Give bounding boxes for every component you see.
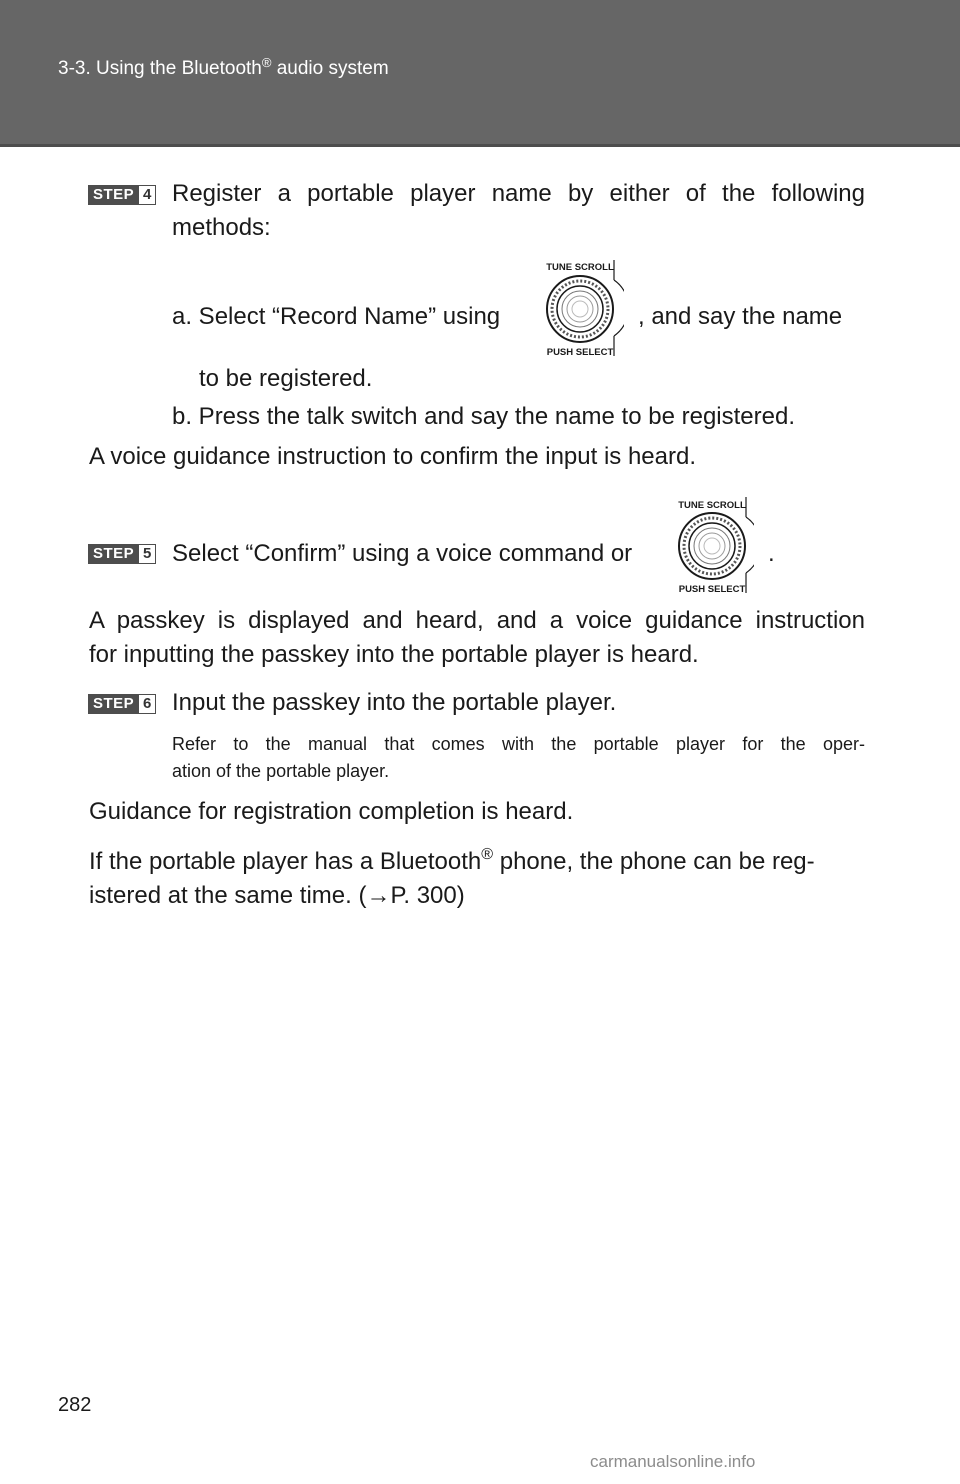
- step-4-result: A voice guidance instruction to confirm the input is heard.: [89, 443, 697, 470]
- step-4-badge: [88, 185, 156, 205]
- step-badge-word: STEP: [88, 694, 139, 714]
- step-6-result: Guidance for registration completion is heard.: [89, 798, 574, 825]
- tune-scroll-push-select-knob-icon: [544, 258, 624, 358]
- page-header: [0, 0, 960, 144]
- header-divider: [0, 144, 960, 147]
- step-6-text: Input the passkey into the portable player.: [172, 689, 617, 716]
- knob-bottom-label: PUSH SELECT: [678, 584, 746, 595]
- step-badge-number: 5: [139, 544, 156, 564]
- section-title-text: 3-3. Using the Bluetooth: [58, 58, 262, 79]
- option-a-text-end: , and say the name: [638, 303, 843, 330]
- step-badge-word: STEP: [88, 185, 139, 205]
- step-4-text: Register a portable player name by either of the following: [172, 180, 865, 207]
- step-5-text-end: .: [768, 540, 775, 567]
- step-6-note: Refer to the manual that comes with the portable player for the oper-: [172, 734, 865, 754]
- option-a-text-cont: to be registered.: [199, 365, 373, 392]
- step-5-badge: [88, 544, 156, 564]
- section-title-suffix: audio system: [271, 58, 389, 79]
- step-badge-word: STEP: [88, 544, 139, 564]
- step-5-result: A passkey is displayed and heard, and a voice guidance instruction: [89, 607, 865, 634]
- knob-top-label: TUNE SCROLL: [678, 500, 746, 511]
- knob-top-label: TUNE SCROLL: [546, 262, 614, 273]
- step-6-extra: [89, 845, 865, 879]
- knob-bottom-label: PUSH SELECT: [546, 347, 614, 358]
- option-a-text: a. Select “Record Name” using: [172, 303, 501, 330]
- option-b-text: b. Press the talk switch and say the name to be registered.: [172, 403, 795, 430]
- step-6-extra-text: If the portable player has a Bluetooth: [89, 848, 482, 875]
- step-6-extra-text-end: phone, the phone can be reg-: [493, 848, 815, 875]
- step-badge-number: 4: [139, 185, 156, 205]
- step-badge-number: 6: [139, 694, 156, 714]
- step-6-extra-cont: istered at the same time. (→P. 300): [89, 882, 465, 909]
- step-5-result-cont: for inputting the passkey into the portable player is heard.: [89, 641, 699, 668]
- tune-scroll-push-select-knob-icon: [674, 495, 754, 595]
- registered-mark: ®: [261, 55, 272, 70]
- watermark: carmanualsonline.info: [590, 1452, 756, 1471]
- page-number: 282: [58, 1394, 92, 1416]
- section-title: [58, 55, 389, 80]
- step-6-note-cont: ation of the portable player.: [172, 761, 390, 781]
- step-4-text-cont: methods:: [172, 214, 271, 241]
- step-5-text: Select “Confirm” using a voice command or: [172, 540, 633, 567]
- registered-mark: ®: [481, 846, 494, 863]
- step-6-badge: [88, 694, 156, 714]
